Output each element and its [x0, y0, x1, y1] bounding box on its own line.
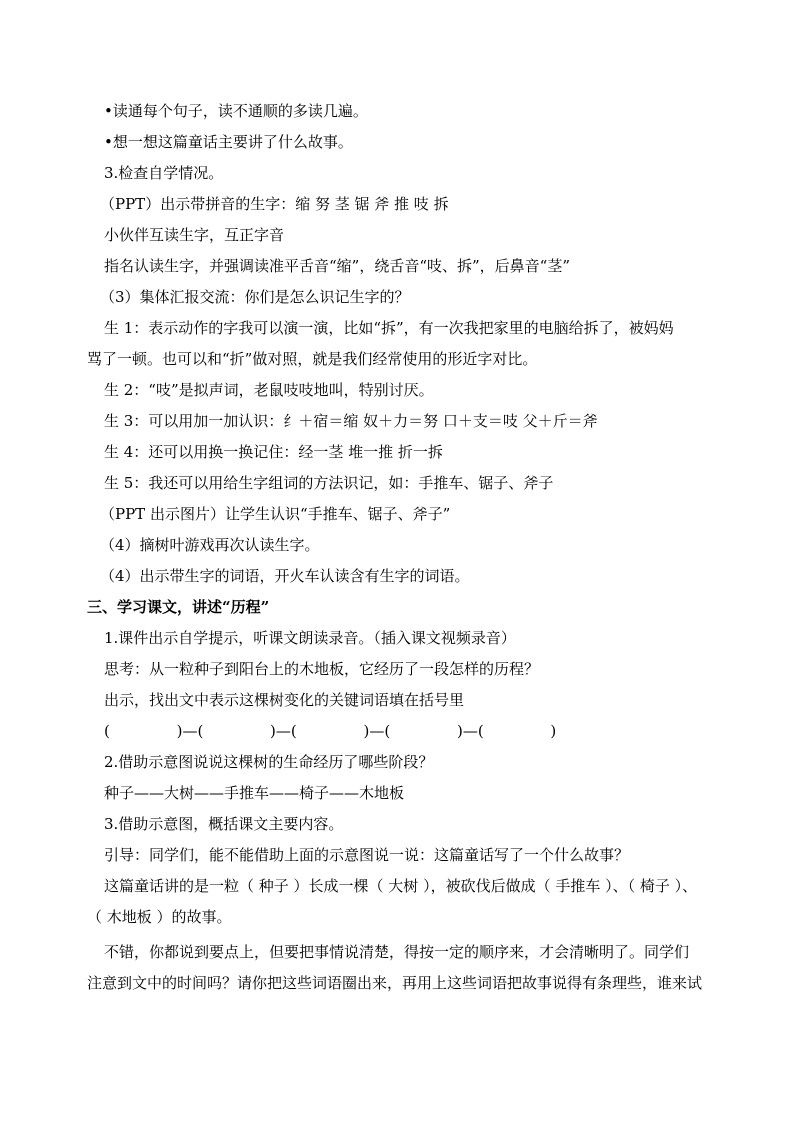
group-report: （3）集体汇报交流：你们是怎么识记生字的？: [100, 288, 410, 306]
think-question: 思考：从一粒种子到阳台上的木地板，它经历了一段怎样的历程？: [104, 660, 540, 678]
step-check-self-study: 3.检查自学情况。: [104, 164, 224, 182]
student4: 生 4：还可以用换一换记住：经一茎 堆一推 折一拆: [104, 443, 443, 461]
document-content: [87, 96, 704, 999]
find-key-words: 出示，找出文中表示这棵树变化的关键词语填在括号里: [104, 691, 465, 709]
leaf-game: （4）摘树叶游戏再次认读生字。: [100, 536, 320, 554]
student1-line1: 生 1：表示动作的字我可以演一演，比如“拆”，有一次我把家里的电脑给拆了，被妈妈: [104, 319, 674, 337]
student2: 生 2：“吱”是拟声词，老鼠吱吱地叫，特别讨厌。: [104, 381, 434, 399]
student3: 生 3：可以用加一加认识：纟＋宿＝缩 奴＋力＝努 口＋支＝吱 父＋斤＝斧: [104, 412, 598, 430]
name-read-characters: 指名认读生字，并强调读准平舌音“缩”，绕舌音“吱、拆”，后鼻音“茎”: [104, 257, 571, 275]
bullet-think-story: •想一想这篇童话主要讲了什么故事。: [104, 133, 353, 151]
final-para-line2: 注意到文中的时间吗？请你把这些词语圈出来，再用上这些词语把故事说得有条理些，谁来试: [87, 974, 703, 992]
summary-line2: （ 木地板 ）的故事。: [87, 908, 232, 926]
fill-in-brackets: ( )—( )—( )—( )—( ): [104, 722, 557, 740]
summary-line1: 这篇童话讲的是一粒（ 种子 ）长成一棵（ 大树 ），被砍伐后做成（ 手推车 ）、（ 椅子 ）、: [104, 877, 698, 895]
student1-line2: 骂了一顿。也可以和“折”做对照，就是我们经常使用的形近字对比。: [87, 350, 538, 368]
student5: 生 5：我还可以用给生字组词的方法识记，如：手推车、锯子、斧子: [104, 474, 554, 492]
ppt-new-characters: （PPT）出示带拼音的生字：缩 努 茎 锯 斧 推 吱 拆: [100, 195, 449, 213]
stages-question: 2.借助示意图说说这棵树的生命经历了哪些阶段？: [104, 753, 434, 771]
final-para-line1: 不错，你都说到要点上，但要把事情说清楚，得按一定的顺序来，才会清晰明了。同学们: [104, 943, 690, 961]
courseware-prompt: 1.课件出示自学提示，听课文朗读录音。（插入课文视频录音）: [104, 629, 516, 647]
summarize-step: 3.借助示意图，概括课文主要内容。: [104, 815, 344, 833]
stages-chain: 种子——大树——手推车——椅子——木地板: [104, 784, 405, 802]
guide-question: 引导：同学们，能不能借助上面的示意图说一说：这篇童话写了一个什么故事？: [104, 846, 630, 864]
partner-read: 小伙伴互读生字，互正字音: [104, 226, 285, 244]
section-heading: 三、学习课文，讲述“历程”: [87, 598, 270, 616]
ppt-show-picture: （PPT 出示图片）让学生认识“手推车、锯子、斧子”: [100, 505, 451, 523]
bullet-read-sentences: •读通每个句子，读不通顺的多读几遍。: [104, 102, 368, 120]
train-reading: （4）出示带生字的词语，开火车认读含有生字的词语。: [100, 567, 470, 585]
